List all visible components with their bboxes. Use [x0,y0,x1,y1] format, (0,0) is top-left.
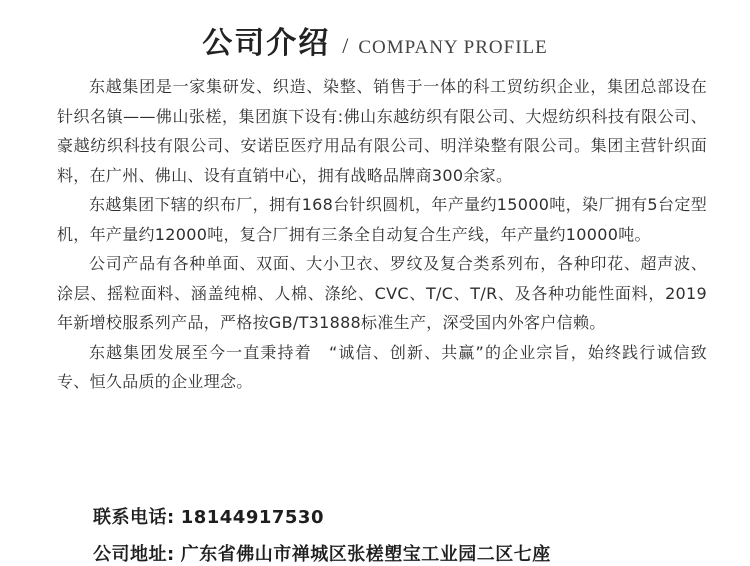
address-label: 公司地址: [93,544,175,565]
contact-address [93,540,551,566]
title-separator: / [342,33,349,58]
paragraph-intro: 东越集团是一家集研发、织造、染整、销售于一体的科工贸纺织企业，集团总部设在针织名镇——佛山张槎，集团旗下设有:佛山东越纺织有限公司、大煜纺织科技有限公司、豪越纺织科技有限公司、安诺臣医疗用品有限公司、明洋染整有限公司。集团主营针织面料，在广州、佛山、设有直销中心，拥有战略品牌商300余家。 [57,77,707,185]
page-header [0,18,750,62]
phone-value: 18144917530 [180,507,324,528]
paragraph-production: 东越集团下辖的织布厂，拥有168台针织圆机，年产量约15000吨，染厂拥有5台定型机，年产量约12000吨，复合厂拥有三条全自动复合生产线，年产量约10000吨。 [57,195,707,244]
page-subtitle: COMPANY PROFILE [358,37,548,58]
contact-phone [93,503,324,529]
page-title: 公司介绍 [202,26,331,61]
company-profile-body [57,72,707,397]
paragraph-philosophy: 东越集团发展至今一直秉持着 “诚信、创新、共赢”的企业宗旨，始终践行诚信致专、恒久品质的企业理念。 [57,342,707,391]
phone-label: 联系电话: [93,507,175,528]
paragraph-products: 公司产品有各种单面、双面、大小卫衣、罗纹及复合类系列布，各种印花、超声波、涂层、摇粒面料、涵盖纯棉、人棉、涤纶、CVC、T/C、T/R、及各种功能性面料，2019年新增校服系列产品，严格按GB/T31888标准生产，深受国内外客户信赖。 [57,254,707,332]
address-value: 广东省佛山市禅城区张槎塱宝工业园二区七座 [180,544,551,565]
